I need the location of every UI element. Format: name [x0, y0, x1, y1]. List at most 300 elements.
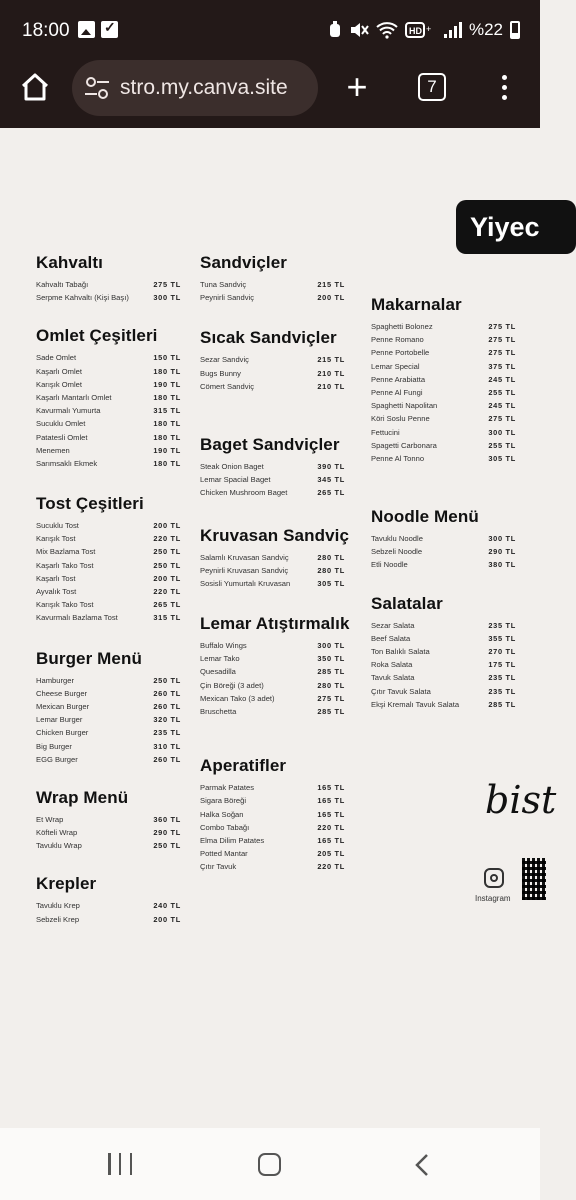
menu-item	[36, 755, 181, 768]
home-button[interactable]	[18, 70, 54, 106]
item-name: Peynirli Sandviç	[200, 293, 255, 303]
bistro-signature: bist	[485, 778, 557, 822]
item-price: 255 TL	[488, 440, 516, 450]
back-button[interactable]	[414, 1153, 430, 1177]
item-price: 260 TL	[153, 754, 181, 764]
item-price: 275 TL	[488, 348, 516, 358]
check-notification-icon	[101, 21, 118, 38]
item-name: Kaşarlı Tako Tost	[36, 560, 94, 570]
menu-item	[200, 862, 345, 875]
new-tab-button[interactable]: +	[346, 66, 368, 107]
menu-item	[200, 382, 345, 395]
item-name: Sade Omlet	[36, 353, 77, 363]
menu-item	[371, 428, 516, 441]
item-price: 220 TL	[153, 534, 181, 544]
item-name: Sezar Salata	[371, 620, 415, 630]
url-text: stro.my.canva.site	[120, 76, 288, 99]
menu-item	[200, 475, 345, 488]
item-price: 290 TL	[153, 828, 181, 838]
menu-item	[36, 547, 181, 560]
item-price: 175 TL	[488, 660, 516, 670]
item-name: Kaşarlı Tost	[36, 573, 76, 583]
menu-item	[371, 634, 516, 647]
menu-item	[200, 694, 345, 707]
menu-item-list	[200, 355, 345, 395]
menu-item	[36, 728, 181, 741]
menu-item	[371, 687, 516, 700]
section-title: Salatalar	[371, 593, 443, 613]
item-name: Quesadilla	[200, 667, 236, 677]
item-price: 285 TL	[317, 667, 345, 677]
menu-item	[200, 579, 345, 592]
item-price: 320 TL	[153, 715, 181, 725]
item-price: 310 TL	[153, 741, 181, 751]
item-name: Sigara Böreği	[200, 796, 247, 806]
item-name: Penne Arabiatta	[371, 374, 426, 384]
menu-item	[371, 322, 516, 335]
menu-item	[36, 715, 181, 728]
menu-section	[200, 328, 345, 395]
item-price: 305 TL	[317, 578, 345, 588]
item-name: Karışık Omlet	[36, 379, 82, 389]
menu-item	[36, 521, 181, 534]
item-price: 305 TL	[488, 453, 516, 463]
menu-item	[36, 293, 181, 306]
menu-item-list	[36, 521, 181, 627]
item-price: 165 TL	[317, 835, 345, 845]
item-price: 285 TL	[488, 699, 516, 709]
menu-column-3	[371, 295, 516, 713]
item-price: 265 TL	[317, 488, 345, 498]
item-name: Sarımsaklı Ekmek	[36, 458, 98, 468]
section-title: Omlet Çeşitleri	[36, 326, 158, 346]
item-price: 180 TL	[153, 366, 181, 376]
menu-item	[371, 660, 516, 673]
system-home-button[interactable]	[258, 1153, 281, 1176]
section-title: Krepler	[36, 874, 97, 894]
item-price: 200 TL	[153, 914, 181, 924]
item-name: Köfteli Wrap	[36, 828, 78, 838]
item-price: 275 TL	[153, 280, 181, 289]
menu-item	[36, 915, 181, 928]
item-name: Buffalo Wings	[200, 641, 247, 651]
menu-item-list	[200, 462, 345, 502]
section-title: Aperatifler	[200, 756, 287, 776]
item-price: 250 TL	[153, 547, 181, 557]
menu-item-list	[36, 676, 181, 768]
item-name: Etli Noodle	[371, 560, 408, 570]
status-bar	[0, 0, 540, 60]
menu-item	[371, 335, 516, 348]
menu-item	[200, 488, 345, 501]
item-price: 210 TL	[317, 381, 345, 391]
item-name: Ayvalık Tost	[36, 587, 77, 596]
section-title: Sıcak Sandviçler	[200, 328, 337, 348]
menu-item	[36, 702, 181, 715]
item-name: Tavuklu Wrap	[36, 841, 82, 851]
section-title: Kahvaltı	[36, 253, 103, 272]
menu-section	[36, 326, 181, 472]
menu-item	[36, 446, 181, 459]
item-price: 315 TL	[153, 613, 181, 623]
menu-item	[200, 810, 345, 823]
menu-item	[200, 566, 345, 579]
item-name: Karışık Tako Tost	[36, 600, 94, 610]
menu-item-list	[200, 280, 345, 306]
item-price: 180 TL	[153, 392, 181, 402]
item-price: 180 TL	[153, 419, 181, 429]
item-name: Sucuklu Omlet	[36, 419, 86, 429]
menu-column-1	[36, 253, 181, 928]
item-name: Beef Salata	[371, 633, 411, 643]
menu-item-list	[371, 322, 516, 467]
item-price: 275 TL	[488, 335, 516, 345]
item-name: Lemar Special	[371, 361, 420, 371]
address-bar[interactable]	[72, 60, 318, 116]
menu-section	[36, 788, 181, 855]
menu-item	[371, 388, 516, 401]
item-price: 165 TL	[317, 796, 345, 806]
item-name: Çin Böreği (3 adet)	[200, 680, 264, 690]
item-price: 165 TL	[317, 809, 345, 819]
menu-item	[36, 534, 181, 547]
item-name: Penne Al Fungi	[371, 387, 423, 397]
menu-item	[36, 901, 181, 914]
item-name: Kaşarlı Mantarlı Omlet	[36, 392, 112, 402]
item-price: 235 TL	[153, 728, 181, 738]
menu-item-list	[36, 901, 181, 927]
item-name: Lemar Tako	[200, 654, 240, 664]
item-name: Big Burger	[36, 741, 72, 751]
menu-item	[371, 647, 516, 660]
menu-item	[371, 348, 516, 361]
item-name: Steak Onion Baget	[200, 461, 264, 471]
clock: 18:00	[22, 20, 70, 41]
menu-item	[200, 667, 345, 680]
home-icon	[18, 70, 52, 104]
item-price: 180 TL	[153, 458, 181, 468]
item-name: Et Wrap	[36, 814, 64, 824]
item-name: Penne Romano	[371, 335, 424, 345]
item-name: Patatesli Omlet	[36, 432, 88, 442]
item-name: Sezar Sandviç	[200, 355, 249, 365]
section-title: Kruvasan Sandviç	[200, 525, 349, 545]
menu-section	[36, 494, 181, 627]
item-name: Ton Balıklı Salata	[371, 647, 430, 656]
tab-switcher-button[interactable]: 7	[418, 73, 446, 101]
menu-item	[36, 280, 181, 293]
item-price: 300 TL	[488, 427, 516, 437]
item-price: 280 TL	[317, 552, 345, 562]
menu-item	[36, 742, 181, 755]
item-name: Salamlı Kruvasan Sandviç	[200, 552, 289, 562]
hd-volte-icon	[405, 21, 437, 39]
item-name: Hamburger	[36, 675, 74, 685]
item-name: Sucuklu Tost	[36, 521, 79, 531]
menu-item	[371, 560, 516, 573]
menu-item	[36, 419, 181, 432]
banner-label: Yiyec	[456, 200, 576, 254]
item-name: Lemar Spacial Baget	[200, 475, 271, 485]
site-settings-icon[interactable]	[84, 76, 110, 100]
menu-item	[200, 280, 345, 293]
menu-item	[200, 369, 345, 382]
menu-item	[371, 414, 516, 427]
menu-item	[200, 836, 345, 849]
item-name: Bugs Bunny	[200, 368, 241, 378]
item-price: 190 TL	[153, 445, 181, 455]
qr-code	[522, 858, 546, 900]
menu-item	[36, 841, 181, 854]
item-name: Spaghetti Napolitan	[371, 401, 438, 411]
menu-item	[200, 823, 345, 836]
menu-item	[371, 700, 516, 713]
menu-item	[371, 401, 516, 414]
item-name: Potted Mantar	[200, 849, 248, 859]
item-price: 280 TL	[317, 680, 345, 690]
menu-item	[36, 433, 181, 446]
item-price: 250 TL	[153, 675, 181, 685]
item-price: 205 TL	[317, 849, 345, 859]
menu-item-list	[200, 641, 345, 720]
svg-text:HD: HD	[408, 26, 422, 36]
menu-item-list	[36, 280, 181, 306]
item-price: 300 TL	[488, 534, 516, 544]
system-nav-bar	[0, 1128, 540, 1200]
recent-apps-button[interactable]	[108, 1153, 132, 1175]
menu-item	[36, 613, 181, 626]
item-name: Tavuk Salata	[371, 673, 415, 683]
item-name: Kahvaltı Tabağı	[36, 280, 89, 289]
item-name: Peynirli Kruvasan Sandviç	[200, 565, 289, 575]
item-price: 260 TL	[153, 688, 181, 698]
menu-item-list	[200, 553, 345, 593]
menu-item	[36, 561, 181, 574]
item-price: 215 TL	[317, 280, 345, 289]
menu-section	[36, 649, 181, 768]
menu-item	[371, 454, 516, 467]
item-name: Halka Soğan	[200, 809, 244, 819]
item-price: 200 TL	[153, 573, 181, 583]
signal-icon	[444, 22, 462, 38]
section-title: Wrap Menü	[36, 787, 129, 807]
menu-item	[36, 353, 181, 366]
item-price: 270 TL	[488, 647, 516, 656]
item-name: Chicken Burger	[36, 728, 89, 738]
item-price: 240 TL	[153, 901, 181, 911]
item-price: 235 TL	[488, 673, 516, 683]
menu-item	[36, 676, 181, 689]
menu-item	[371, 621, 516, 634]
section-title: Tost Çeşitleri	[36, 494, 144, 514]
section-title: Sandviçler	[200, 253, 287, 272]
item-price: 250 TL	[153, 841, 181, 851]
instagram-label[interactable]: Instagram	[475, 894, 511, 903]
menu-section	[200, 253, 345, 306]
item-price: 390 TL	[317, 461, 345, 471]
menu-item	[371, 441, 516, 454]
menu-item	[200, 553, 345, 566]
menu-item-list	[200, 783, 345, 875]
item-name: Elma Dilim Patates	[200, 835, 265, 845]
item-name: Sebzeli Noodle	[371, 547, 423, 557]
menu-item	[200, 681, 345, 694]
item-price: 355 TL	[488, 633, 516, 643]
menu-item	[371, 534, 516, 547]
item-price: 215 TL	[317, 355, 345, 365]
menu-item	[36, 459, 181, 472]
item-name: Cheese Burger	[36, 688, 88, 698]
item-name: Tuna Sandviç	[200, 280, 247, 289]
item-name: Karışık Tost	[36, 534, 76, 544]
menu-item	[36, 393, 181, 406]
item-price: 255 TL	[488, 387, 516, 397]
menu-section	[36, 874, 181, 927]
item-name: Bruschetta	[200, 707, 237, 716]
section-title: Makarnalar	[371, 295, 462, 314]
item-name: Ekşi Kremalı Tavuk Salata	[371, 699, 460, 709]
item-name: Lemar Burger	[36, 715, 83, 725]
menu-item	[36, 367, 181, 380]
item-name: Tavuklu Noodle	[371, 534, 423, 544]
menu-item	[36, 689, 181, 702]
menu-item	[36, 828, 181, 841]
item-name: Chicken Mushroom Baget	[200, 488, 288, 498]
item-price: 180 TL	[153, 432, 181, 442]
menu-item	[200, 293, 345, 306]
menu-section	[371, 594, 516, 713]
menu-section	[371, 295, 516, 467]
menu-section	[371, 507, 516, 574]
menu-item	[371, 375, 516, 388]
menu-item	[371, 673, 516, 686]
item-name: Kaşarlı Omlet	[36, 366, 82, 376]
item-name: Köri Soslu Penne	[371, 414, 430, 424]
menu-item	[36, 380, 181, 393]
wifi-icon	[376, 21, 398, 39]
item-price: 200 TL	[153, 521, 181, 531]
menu-item	[200, 355, 345, 368]
battery-percent: %22	[468, 20, 503, 39]
item-name: Kavurmalı Bazlama Tost	[36, 613, 118, 623]
browser-toolbar	[0, 60, 540, 128]
battery-icon	[510, 21, 520, 39]
gallery-notification-icon	[78, 21, 95, 38]
item-name: Spagetti Carbonara	[371, 440, 437, 450]
menu-item	[200, 707, 345, 720]
menu-item	[36, 815, 181, 828]
menu-item-list	[371, 621, 516, 713]
menu-item	[200, 462, 345, 475]
item-name: Penne Portobelle	[371, 348, 430, 358]
svg-text:+: +	[425, 24, 432, 34]
item-name: EGG Burger	[36, 754, 78, 764]
item-price: 210 TL	[317, 368, 345, 378]
item-price: 300 TL	[153, 293, 181, 303]
menu-item	[371, 362, 516, 375]
item-price: 275 TL	[488, 322, 516, 331]
item-price: 245 TL	[488, 401, 516, 411]
item-name: Çıtır Tavuk	[200, 862, 237, 872]
menu-item	[200, 796, 345, 809]
item-price: 345 TL	[317, 475, 345, 485]
item-price: 300 TL	[317, 641, 345, 651]
instagram-icon[interactable]	[484, 868, 504, 888]
item-price: 280 TL	[317, 565, 345, 575]
item-price: 315 TL	[153, 406, 181, 416]
section-title: Baget Sandviçler	[200, 434, 340, 454]
item-name: Parmak Patates	[200, 783, 255, 793]
item-price: 220 TL	[153, 587, 181, 596]
item-name: Mix Bazlama Tost	[36, 547, 96, 557]
item-name: Serpme Kahvaltı (Kişi Başı)	[36, 293, 129, 303]
item-name: Fettucini	[371, 427, 400, 437]
menu-item-list	[371, 534, 516, 574]
item-price: 220 TL	[317, 822, 345, 832]
item-price: 380 TL	[488, 560, 516, 570]
menu-column-2	[200, 253, 350, 876]
menu-item-list	[36, 815, 181, 855]
menu-section	[36, 253, 181, 306]
menu-section	[200, 614, 350, 720]
section-title: Lemar Atıştırmalık	[200, 614, 350, 634]
item-price: 245 TL	[488, 374, 516, 384]
item-name: Cömert Sandviç	[200, 381, 255, 391]
menu-item	[200, 654, 345, 667]
menu-item-list	[36, 353, 181, 472]
item-price: 360 TL	[153, 814, 181, 824]
item-name: Sosisli Yumurtalı Kruvasan	[200, 578, 291, 588]
section-title: Burger Menü	[36, 648, 142, 668]
menu-section	[200, 756, 345, 875]
item-price: 190 TL	[153, 379, 181, 389]
item-price: 165 TL	[317, 783, 345, 793]
item-price: 285 TL	[317, 707, 345, 716]
menu-item	[371, 547, 516, 560]
item-name: Kavurmalı Yumurta	[36, 406, 101, 416]
item-name: Spaghetti Bolonez	[371, 322, 433, 331]
alarm-icon	[328, 21, 342, 39]
menu-item	[36, 406, 181, 419]
item-price: 275 TL	[488, 414, 516, 424]
item-price: 235 TL	[488, 686, 516, 696]
item-price: 260 TL	[153, 701, 181, 711]
more-menu-button[interactable]	[494, 72, 514, 104]
menu-item	[200, 849, 345, 862]
item-name: Tavuklu Krep	[36, 901, 80, 911]
mute-icon	[349, 21, 369, 39]
item-price: 220 TL	[317, 862, 345, 872]
item-name: Mexican Tako (3 adet)	[200, 693, 275, 703]
item-name: Sebzeli Krep	[36, 914, 80, 924]
menu-page	[0, 128, 557, 1128]
item-name: Combo Tabağı	[200, 822, 250, 832]
item-price: 150 TL	[153, 353, 181, 363]
item-price: 235 TL	[488, 620, 516, 630]
item-name: Menemen	[36, 445, 70, 455]
menu-section	[200, 435, 345, 502]
item-price: 275 TL	[317, 693, 345, 703]
item-price: 265 TL	[153, 600, 181, 610]
menu-item	[36, 600, 181, 613]
item-price: 290 TL	[488, 547, 516, 557]
item-name: Penne Al Tonno	[371, 453, 425, 463]
menu-section	[200, 525, 349, 593]
item-name: Mexican Burger	[36, 701, 90, 711]
item-price: 200 TL	[317, 293, 345, 303]
item-price: 250 TL	[153, 560, 181, 570]
item-name: Roka Salata	[371, 660, 413, 670]
